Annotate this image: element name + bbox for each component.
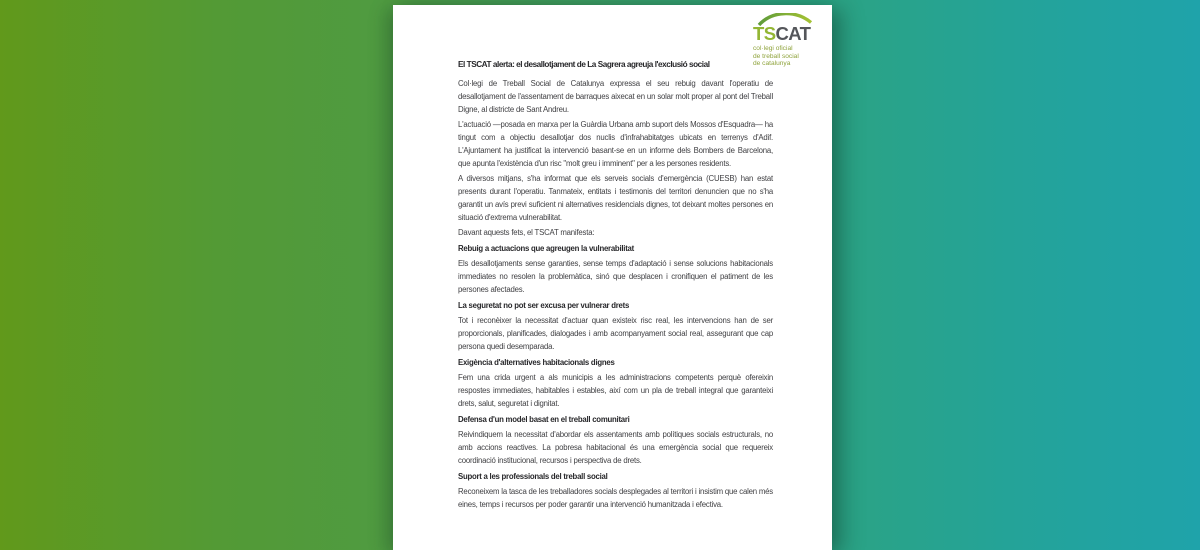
body-paragraph: Davant aquests fets, el TSCAT manifesta: bbox=[458, 228, 595, 237]
document-title: El TSCAT alerta: el desallotjament de La Sagrera agreuja l'exclusió social bbox=[458, 60, 710, 69]
body-paragraph: Reivindiquem la necessitat d'abordar els assentaments amb polítiques socials estructurals, no amb accions reactives. La pobresa habitacional és una emergència social que requereix coordinació institucional, recursos i perspectiva de drets. bbox=[458, 430, 773, 465]
logo-ts-text: TS bbox=[753, 23, 776, 44]
logo-tagline-line: col·legi oficial bbox=[753, 45, 793, 52]
section-heading: Defensa d'un model basat en el treball comunitari bbox=[458, 415, 630, 424]
body-paragraph: Col·legi de Treball Social de Catalunya expressa el seu rebuig davant l'operatiu de desallotjament de l'assentament de barraques aixecat en un solar molt proper al pont del Treball Digne, al districte de Sant Andreu. bbox=[458, 79, 773, 114]
body-paragraph: Tot i reconèixer la necessitat d'actuar quan existeix risc real, les intervencions han de ser proporcionals, planificades, dialogades i amb acompanyament social real, assegurant que cap persona quedi desemparada. bbox=[458, 316, 773, 351]
section-heading: La seguretat no pot ser excusa per vulnerar drets bbox=[458, 301, 630, 310]
section-heading: Rebuig a actuacions que agreugen la vulnerabilitat bbox=[458, 244, 634, 253]
logo-cat-text: CAT bbox=[775, 23, 811, 44]
logo-tagline-line: de treball social bbox=[753, 52, 799, 60]
body-paragraph: Fem una crida urgent a als municipis a les administracions competents perquè ofereixin respostes immediates, habitables i estables, així com un pla de treball integral que garanteixi drets, salut, seguretat i dignitat. bbox=[458, 373, 773, 408]
section-heading: Exigència d'alternatives habitacionals dignes bbox=[458, 358, 615, 367]
document-content bbox=[393, 5, 832, 513]
document-page bbox=[393, 5, 832, 550]
body-paragraph: A diversos mitjans, s'ha informat que els serveis socials d'emergència (CUESB) han estat presents durant l'operatiu. Tanmateix, entitats i testimonis del territori denuncien que no s'ha garantit un avís previ suficient ni alternatives residencials dignes, tot deixant moltes persones en situació d'extrema vulnerabilitat. bbox=[458, 174, 773, 222]
logo-tagline-line: de catalunya bbox=[753, 60, 791, 68]
body-paragraph: Reconeixem la tasca de les treballadores socials desplegades al territori i insistim que calen més eines, temps i recursos per poder garantir una intervenció humanitzada i efectiva. bbox=[458, 487, 773, 509]
document-body bbox=[458, 77, 773, 511]
body-paragraph: L'actuació —posada en marxa per la Guàrdia Urbana amb suport dels Mossos d'Esquadra— ha tingut com a objectiu desallotjar dos nuclis d'infrahabitatges ubicats en terrenys d'Adif. L'Ajuntament ha justificat la intervenció basant-se en un informe dels Bombers de Barcelona, que apunta l'existència d'un risc "molt greu i imminent" per a les persones residents. bbox=[458, 120, 773, 168]
body-paragraph: Els desallotjaments sense garanties, sense temps d'adaptació i sense solucions habitacionals immediates no resolen la problemàtica, sinó que desplacen i cronifiquen el patiment de les persones afectades. bbox=[458, 259, 773, 294]
section-heading: Suport a les professionals del treball social bbox=[458, 472, 608, 481]
